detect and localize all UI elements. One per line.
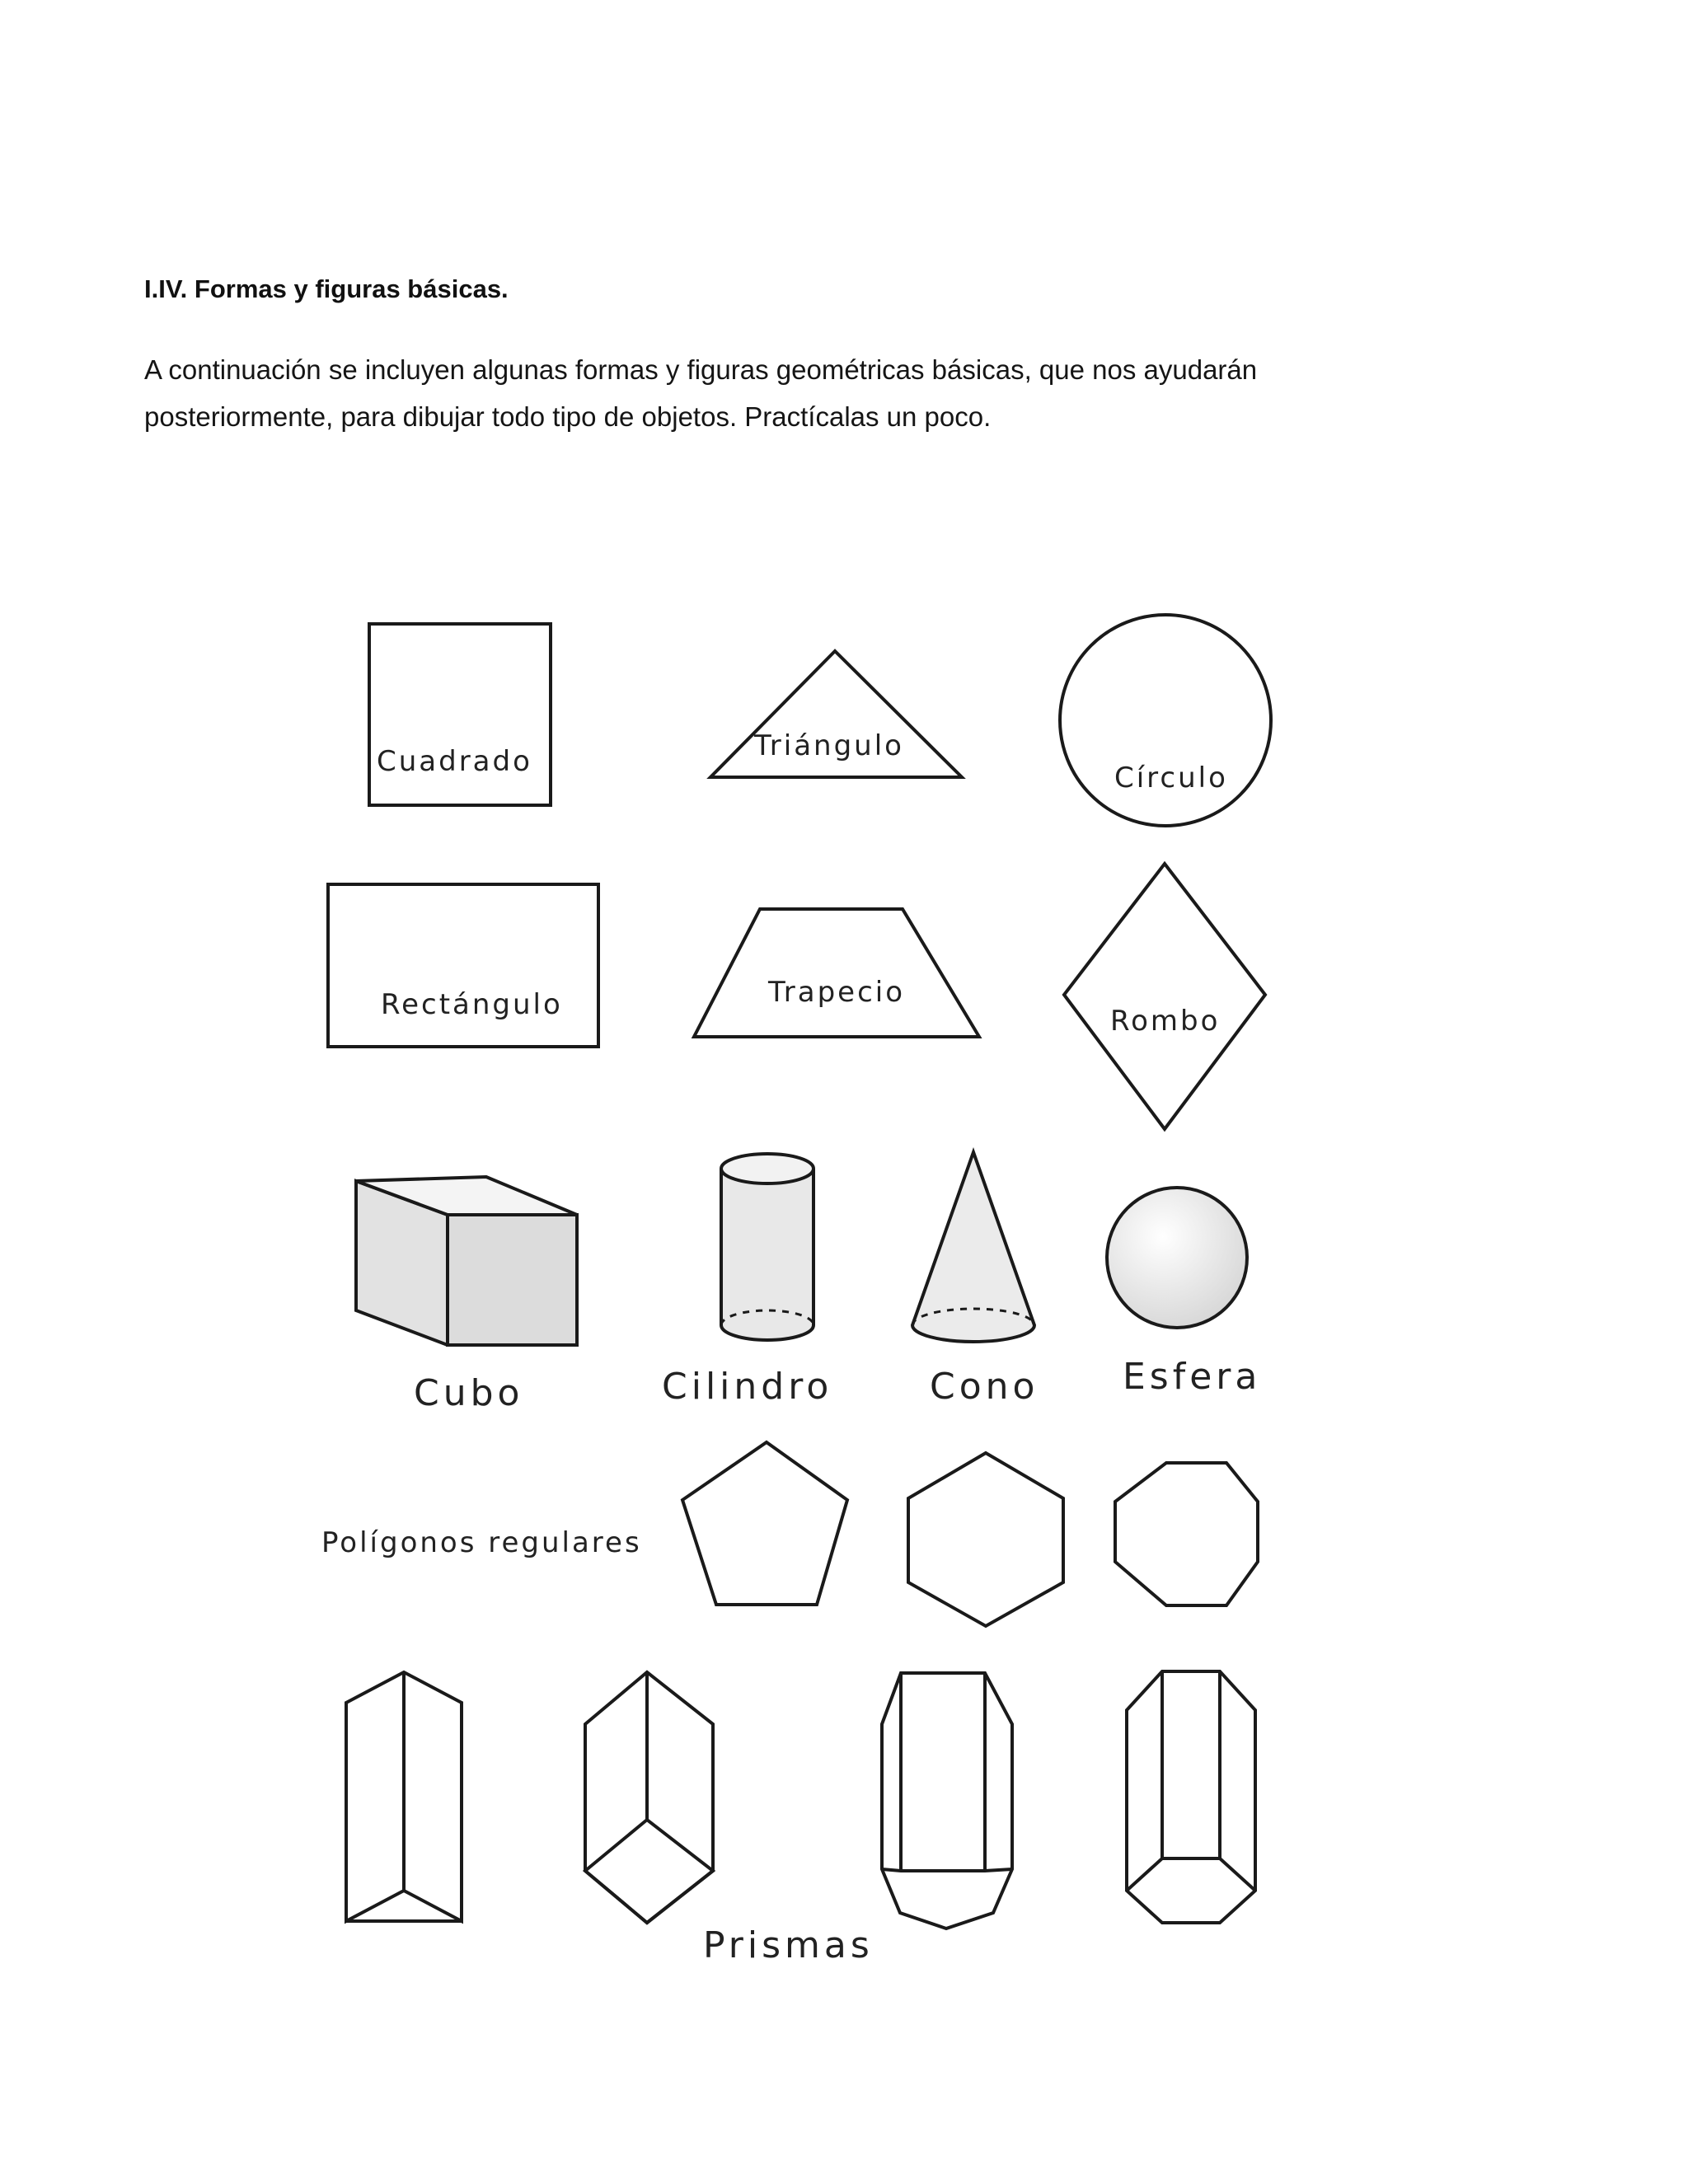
trapezoid-shape xyxy=(694,909,979,1037)
hexagon-shape xyxy=(908,1453,1063,1626)
pentagonal-prism-shape xyxy=(882,1673,1012,1929)
rectangle-shape xyxy=(328,884,598,1047)
square-shape xyxy=(369,624,551,805)
label-cilindro: Cilindro xyxy=(662,1366,833,1408)
intro-paragraph: A continuación se incluyen algunas formas y figuras geométricas básicas, que nos ayudarán posteriormente, para dibujar todo tipo de objetos. Practícalas un poco. xyxy=(144,354,1258,432)
square-prism-shape xyxy=(585,1672,713,1923)
label-triangulo: Triángulo xyxy=(754,729,904,762)
label-cubo: Cubo xyxy=(414,1372,524,1414)
hexagonal-prism-shape xyxy=(1127,1671,1255,1923)
label-trapecio: Trapecio xyxy=(768,976,906,1009)
label-cuadrado: Cuadrado xyxy=(377,745,532,778)
pentagon-shape xyxy=(682,1442,847,1605)
octagon-shape xyxy=(1115,1463,1258,1605)
section-heading: I.IV. Formas y figuras básicas. xyxy=(144,274,509,303)
label-rectangulo: Rectángulo xyxy=(381,988,563,1021)
cube-shape xyxy=(356,1177,577,1345)
triangular-prism-shape xyxy=(346,1672,462,1921)
sphere-shape xyxy=(1107,1188,1247,1328)
label-rombo: Rombo xyxy=(1110,1005,1221,1038)
label-poligonos: Polígonos regulares xyxy=(321,1526,642,1559)
cylinder-shape xyxy=(721,1154,814,1340)
label-prismas: Prismas xyxy=(703,1924,874,1966)
rhombus-shape xyxy=(1064,864,1265,1129)
label-cono: Cono xyxy=(930,1366,1039,1408)
label-circulo: Círculo xyxy=(1114,762,1228,794)
label-esfera: Esfera xyxy=(1123,1356,1262,1398)
cone-shape xyxy=(912,1152,1034,1342)
